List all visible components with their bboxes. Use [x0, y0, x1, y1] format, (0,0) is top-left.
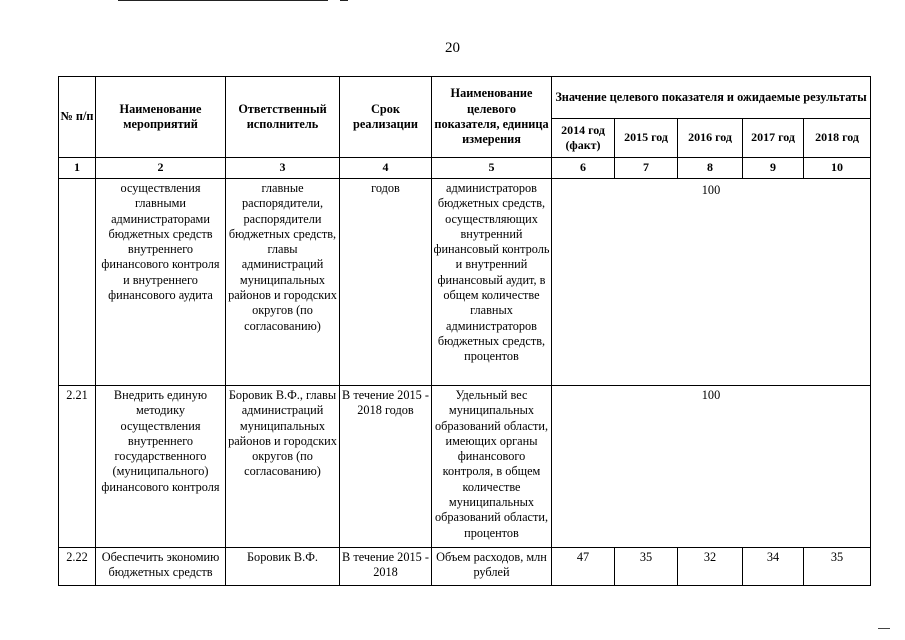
targets-table — [58, 76, 871, 586]
header-term: Срок реализации — [340, 77, 432, 158]
row-responsible: Боровик В.Ф., главы администраций муниципальных районов и городских округов (по согласованию) — [226, 386, 340, 548]
row-indicator: Объем расходов, млн рублей — [432, 548, 552, 586]
row-term: В течение 2015 - 2018 годов — [340, 386, 432, 548]
header-year-2016: 2016 год — [678, 119, 743, 158]
row-name: Внедрить единую методику осуществления внутреннего государственного (муниципального) финансового контроля — [96, 386, 226, 548]
row-value-2018: 35 — [804, 548, 871, 586]
header-year-2017: 2017 год — [743, 119, 804, 158]
column-number: 7 — [615, 158, 678, 179]
column-number: 10 — [804, 158, 871, 179]
column-number: 9 — [743, 158, 804, 179]
header-year-2014: 2014 год (факт) — [552, 119, 615, 158]
row-name: Обеспечить экономию бюджетных средств — [96, 548, 226, 586]
row-num — [59, 179, 96, 386]
row-merged-value: 100 — [552, 386, 871, 548]
row-term: В течение 2015 - 2018 — [340, 548, 432, 586]
page-number: 20 — [445, 40, 460, 56]
table-row — [59, 386, 871, 548]
row-num: 2.22 — [59, 548, 96, 586]
column-number: 2 — [96, 158, 226, 179]
row-value-2016: 32 — [678, 548, 743, 586]
table-row — [59, 548, 871, 586]
header-year-2015: 2015 год — [615, 119, 678, 158]
top-rule-fragment — [340, 0, 348, 1]
column-number-row — [59, 158, 871, 179]
row-value-2017: 34 — [743, 548, 804, 586]
row-term: годов — [340, 179, 432, 386]
corner-mark — [878, 628, 890, 629]
header-indicator: Наименование целевого показателя, единица измерения — [432, 77, 552, 158]
header-responsible: Ответственный исполнитель — [226, 77, 340, 158]
column-number: 4 — [340, 158, 432, 179]
header-num: № п/п — [59, 77, 96, 158]
column-number: 8 — [678, 158, 743, 179]
header-name: Наименование мероприятий — [96, 77, 226, 158]
row-indicator: администраторов бюджетных средств, осуществляющих внутренний финансовый контроль и внутренний финансовый аудит, в общем количестве главных администраторов бюджетных средств, процентов — [432, 179, 552, 386]
header-value-group: Значение целевого показателя и ожидаемые результаты — [552, 77, 871, 119]
row-responsible: главные распорядители, распорядители бюджетных средств, главы администраций муниципальных районов и городских округов (по согласованию) — [226, 179, 340, 386]
header-year-2018: 2018 год — [804, 119, 871, 158]
row-value-2014: 47 — [552, 548, 615, 586]
row-indicator: Удельный вес муниципальных образований области, имеющих органы финансового контроля, в общем количестве муниципальных образований области, процентов — [432, 386, 552, 548]
row-name: осуществления главными администраторами бюджетных средств внутреннего финансового контроля и внутреннего финансового аудита — [96, 179, 226, 386]
column-number: 1 — [59, 158, 96, 179]
row-value-2015: 35 — [615, 548, 678, 586]
row-num: 2.21 — [59, 386, 96, 548]
column-number: 3 — [226, 158, 340, 179]
row-merged-value: 100 — [552, 179, 871, 386]
table-row — [59, 179, 871, 386]
row-responsible: Боровик В.Ф. — [226, 548, 340, 586]
column-number: 6 — [552, 158, 615, 179]
column-number: 5 — [432, 158, 552, 179]
top-rule — [118, 0, 328, 1]
